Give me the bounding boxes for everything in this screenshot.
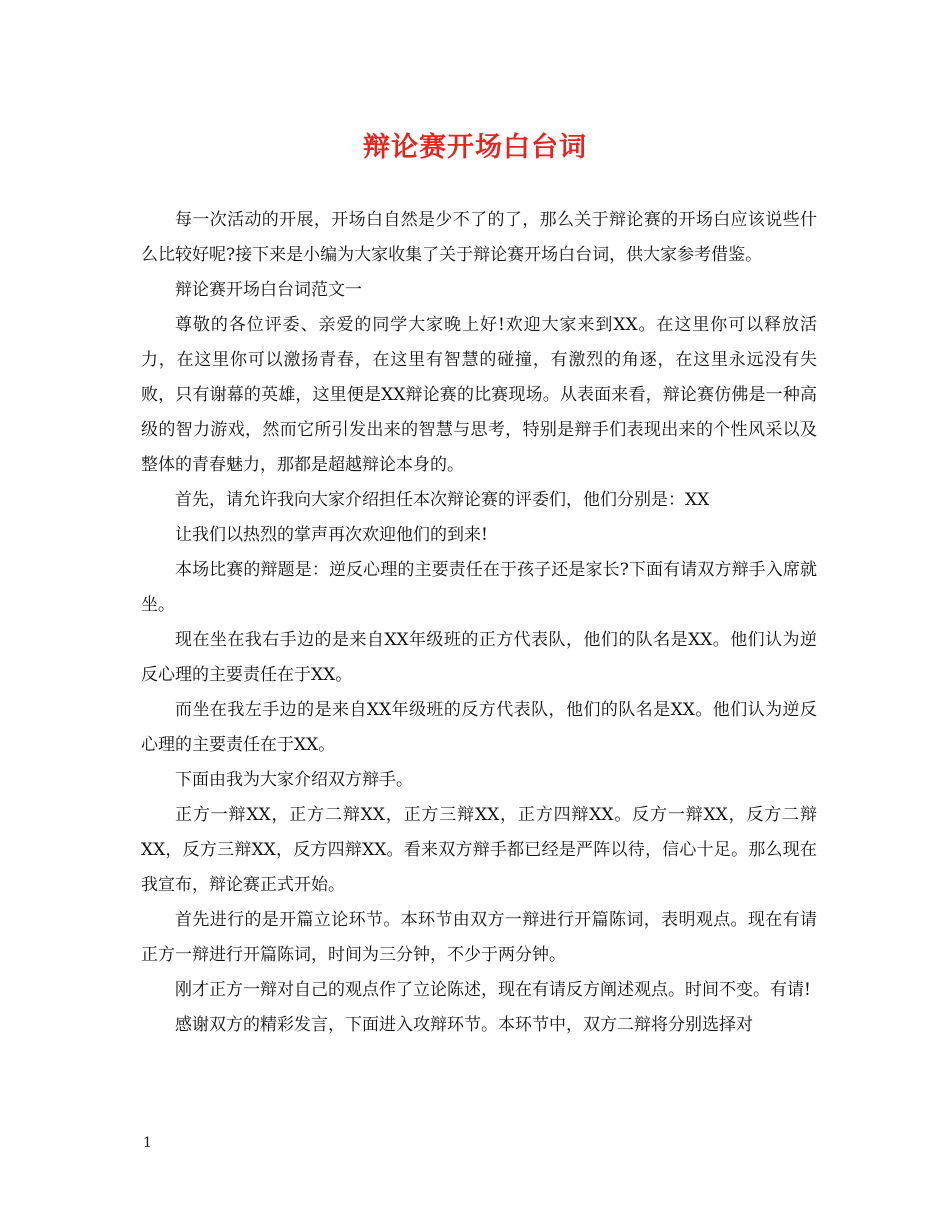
paragraph: 尊敬的各位评委、亲爱的同学大家晚上好!欢迎大家来到XX。在这里你可以释放活力，在这里你可以激扬青春，在这里有智慧的碰撞，有激烈的角逐，在这里永远没有失败，只有谢幕的英雄，这里便是XX辩论赛的比赛现场。从表面来看，辩论赛仿佛是一种高级的智力游戏，然而它所引发出来的智慧与思考，特别是辩手们表现出来的个性风采以及整体的青春魅力，那都是超越辩论本身的。	[141, 315, 817, 475]
section-heading: 辩论赛开场白台词范文一	[175, 280, 362, 300]
paragraph: 刚才正方一辩对自己的观点作了立论陈述，现在有请反方阐述观点。时间不变。有请!	[175, 980, 811, 1000]
paragraph: 下面由我为大家介绍双方辩手。	[175, 770, 413, 790]
page-number: 1	[143, 1135, 152, 1151]
paragraph: 现在坐在我右手边的是来自XX年级班的正方代表队，他们的队名是XX。他们认为逆反心理的主要责任在于XX。	[141, 630, 817, 685]
paragraph: 感谢双方的精彩发言，下面进入攻辩环节。本环节中，双方二辩将分别选择对	[175, 1015, 753, 1035]
paragraph: 首先进行的是开篇立论环节。本环节由双方一辩进行开篇陈词，表明观点。现在有请正方一辩进行开篇陈词，时间为三分钟，不少于两分钟。	[141, 910, 817, 965]
document-title: 辩论赛开场白台词	[363, 132, 587, 163]
document-body	[141, 203, 817, 1043]
paragraph: 让我们以热烈的掌声再次欢迎他们的到来!	[175, 525, 488, 545]
paragraph: 而坐在我左手边的是来自XX年级班的反方代表队，他们的队名是XX。他们认为逆反心理的主要责任在于XX。	[141, 700, 817, 755]
paragraph: 每一次活动的开展，开场白自然是少不了的了，那么关于辩论赛的开场白应该说些什么比较好呢?接下来是小编为大家收集了关于辩论赛开场白台词，供大家参考借鉴。	[141, 210, 817, 265]
paragraph: 本场比赛的辩题是：逆反心理的主要责任在于孩子还是家长?下面有请双方辩手入席就坐。	[141, 560, 817, 615]
paragraph: 正方一辩XX，正方二辩XX，正方三辩XX，正方四辩XX。反方一辩XX，反方二辩XX，反方三辩XX，反方四辩XX。看来双方辩手都已经是严阵以待，信心十足。那么现在我宣布，辩论赛正式开始。	[141, 805, 817, 895]
paragraph: 首先，请允许我向大家介绍担任本次辩论赛的评委们，他们分别是：XX	[175, 490, 710, 510]
